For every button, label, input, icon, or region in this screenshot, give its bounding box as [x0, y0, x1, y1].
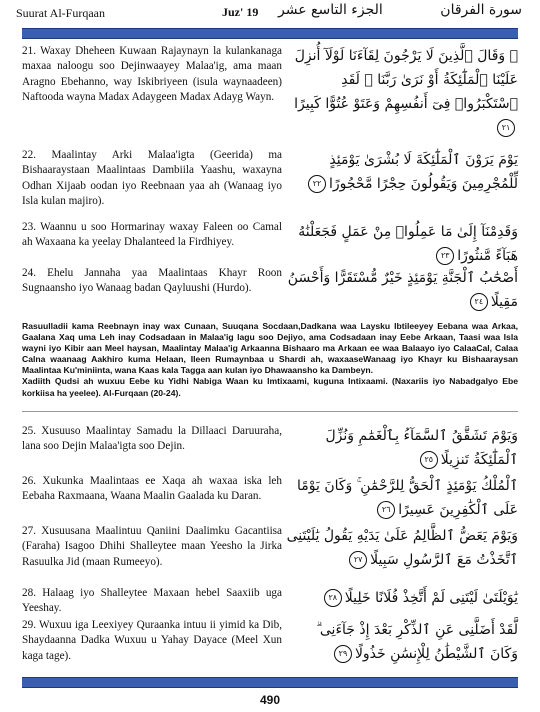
- top-verses-section: [22, 44, 518, 319]
- surah-arabic: سورة الفرقان: [440, 2, 522, 18]
- verse-26-arabic: ٱلْمُلْكُ يَوْمَئِذٍ ٱلْحَقُّ لِلرَّحْمَٰنِ ۚ وَكَانَ يَوْمًا عَلَى ٱلْكَٰفِرِينَ عَسِيرًا٢٦: [296, 478, 518, 518]
- verse-26-number: ٢٦: [377, 501, 395, 519]
- verse-23-translation: 23. Waannu u soo Hormarinay waxay Faleen oo Camal ah Waxaana ka yeelay Dhalanteed la Firdhiyey.: [22, 221, 282, 249]
- juz-label: Juz' 19: [222, 5, 259, 19]
- verse-28-arabic: يَٰوَيْلَتَىٰ لَيْتَنِى لَمْ أَتَّخِذْ فُلَانًا خَلِيلًا٢٨: [286, 586, 518, 610]
- verse-21-arabic: ۞ وَقَالَ ٱلَّذِينَ لَا يَرْجُونَ لِقَآءَنَا لَوْلَآ أُنزِلَ عَلَيْنَا ٱلْمَلَٰٓئِكَةُ أَوْ نَرَىٰ رَبَّنَا ۗ لَقَدِ ٱسْتَكْبَرُوا۟ فِىٓ أَنفُسِهِمْ وَعَتَوْ عُتُوًّا كَبِيرًا٢١: [286, 44, 518, 140]
- verse-24-arabic: أَصْحَٰبُ ٱلْجَنَّةِ يَوْمَئِذٍ خَيْرٌ مُّسْتَقَرًّا وَأَحْسَنُ مَقِيلًا٢٤: [287, 270, 518, 310]
- verse-28-translation: 28. Halaag iyo Shalleytee Maxaan hebel Saaxiib uga Yeeshay.: [22, 587, 282, 615]
- verse-26-translation: 26. Xukunka Maalintaas ee Xaqa ah waxaa iska leh Eebaha Raxmaana, Waana Maalin Gaalada ku Daran.: [22, 475, 282, 503]
- commentary-block: [22, 321, 518, 399]
- verse-22-number: ٢٢: [308, 175, 326, 193]
- verse-22-translation: 22. Maalintay Arki Malaa'igta (Geerida) ma Bishaaraystaan Maalintaas Dambiila Yaashu, waxayna Odhan Xijaab oodan iyo Reebnaan yaa ah (Wanaag iyo Isla kulan majiro).: [22, 149, 282, 208]
- commentary-paragraph: Xadiith Qudsi ah wuxuu Eebe ku Yidhi Nabiga Waan ku Imtixaami, kuguna Intixaami. (Naxariis iyo Nabadgalyo Ebe korkiisa ha yeelee). Al-Furqaan (20-24).: [22, 376, 518, 398]
- verse-27-number: ٢٧: [349, 551, 367, 569]
- verse-25-arabic: وَيَوْمَ تَشَقَّقُ ٱلسَّمَآءُ بِٱلْغَمَٰمِ وَنُزِّلَ ٱلْمَلَٰٓئِكَةُ تَنزِيلًا٢٥: [325, 428, 518, 468]
- verse-29-number: ٢٩: [334, 645, 352, 663]
- page-header: [0, 0, 540, 30]
- verse-29-arabic: لَّقَدْ أَضَلَّنِى عَنِ ٱلذِّكْرِ بَعْدَ إِذْ جَآءَنِى ۗ وَكَانَ ٱلشَّيْطَٰنُ لِلْإِنسَٰنِ خَذُولًا٢٩: [316, 622, 518, 662]
- verse-24-translation: 24. Ehelu Jannaha yaa Maalintaas Khayr Roon Sugnaansho iyo Wanaag badan Qayluushi (Hurdo).: [22, 267, 282, 295]
- verse-21-number: ٢١: [497, 119, 515, 137]
- verse-28-number: ٢٨: [324, 589, 342, 607]
- verse-23-number: ٢٣: [436, 247, 454, 265]
- juz-arabic: الجزء التاسع عشر: [278, 2, 383, 18]
- verse-25-translation: 25. Xusuuso Maalintay Samadu la Dillaaci Daruuraha, lana soo Dejin Malaa'igta soo Dejin.: [22, 425, 282, 453]
- verse-22-arabic: يَوْمَ يَرَوْنَ ٱلْمَلَٰٓئِكَةَ لَا بُشْرَىٰ يَوْمَئِذٍ لِّلْمُجْرِمِينَ وَيَقُولُونَ حِجْرًا مَّحْجُورًا٢٢: [286, 148, 518, 196]
- verse-25-number: ٢٥: [420, 451, 438, 469]
- bottom-divider-bar: [22, 677, 518, 688]
- surah-name: Suurat Al-Furqaan: [16, 6, 105, 20]
- verse-29-translation: 29. Wuxuu iga Leexiyey Quraanka intuu ii yimid ka Dib, Shaydaanna Dadka Wuxuu u Yahay Dayace (Meel Xun kaga tage).: [22, 619, 282, 662]
- verse-21-translation: 21. Waxay Dheheen Kuwaan Rajaynayn la kulankanaga maxaa naloogu soo Dejinwaayey Malaa'ig, ama maan Aragno Ebehanno, way Iskibriyeen (isula waynaadeen) Naftooda wayna Madax Adaygeen Madax Adayg Wayn.: [22, 45, 282, 104]
- verse-27-translation: 27. Xusuusana Maalintuu Qaniini Daalimku Gacantiisa (Faraha) Isagoo Dhihi Shalleytee maan Yeesho la Jirka Rasuulka Jid (maan Rumeeyo).: [22, 525, 282, 568]
- section-divider: [22, 411, 518, 412]
- top-divider-bar: [22, 28, 518, 39]
- bottom-verses-section: [22, 424, 518, 674]
- page-number: 490: [259, 693, 281, 707]
- commentary-paragraph: Rasuulladii kama Reebnayn inay wax Cunaan, Suuqana Socdaan,Dadkana waa Laysku Ibtileeyey Eebana waa Arkaa, Gaalana Xaq uma Leh inay Codsadaan in Malaa'ig lagu soo Dejiyo, ama Codsadaan inay Eebe Arkaan, Taasi waa Isla wayni iyo Kibir aan Meel haysan, Maalintay Malaa'ig Arkaanna Bishaaro ma Arkaan ee waa Balaayo iyo CalaaCal, Calaa Calna waanaag Aakhiro kuma Helaan, Ileen Rumaynbaa u Shardi ah, waxaaseWanaag iyo Khayr ku Bishaaraysan Maalintaa Ku'miniinta, wana Kaas kala Tagga aan kulan iyo Dhawaansho ka Dambeyn.: [22, 321, 518, 376]
- verse-24-number: ٢٤: [470, 293, 488, 311]
- verse-23-arabic: وَقَدِمْنَآ إِلَىٰ مَا عَمِلُوا۟ مِنْ عَمَلٍ فَجَعَلْنَٰهُ هَبَآءً مَّنثُورًا٢٣: [298, 224, 518, 264]
- verse-27-arabic: وَيَوْمَ يَعَضُّ ٱلظَّالِمُ عَلَىٰ يَدَيْهِ يَقُولُ يَٰلَيْتَنِى ٱتَّخَذْتُ مَعَ ٱلرَّسُولِ سَبِيلًا٢٧: [286, 528, 518, 568]
